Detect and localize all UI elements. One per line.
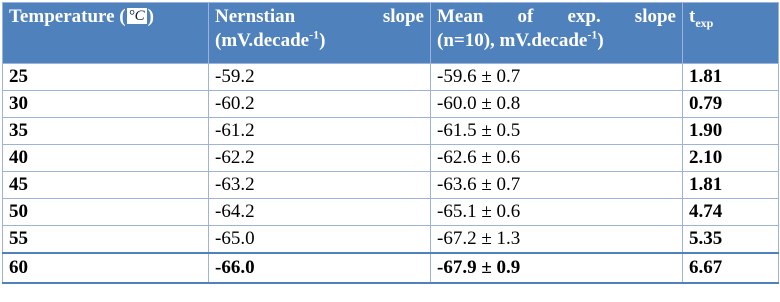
cell-mean-exp-slope: -60.0 ± 0.8 (431, 91, 683, 118)
cell-texp: 1.90 (683, 118, 779, 145)
header-nernstian-word2: slope (382, 6, 424, 27)
header-texp (683, 3, 779, 64)
header-mean-line2 (437, 29, 676, 53)
cell-nernstian-slope: -61.2 (209, 118, 431, 145)
cell-mean-exp-slope: -59.6 ± 0.7 (431, 64, 683, 91)
cell-nernstian-slope: -62.2 (209, 145, 431, 172)
header-mean-sup: -1 (587, 27, 598, 42)
header-nernstian-unit: (mV.decade (215, 30, 310, 51)
header-nernstian-slope (209, 3, 431, 64)
header-temperature-label: Temperature ( (9, 6, 126, 27)
table-row (3, 172, 779, 199)
cell-mean-exp-slope: -65.1 ± 0.6 (431, 199, 683, 226)
table-row (3, 91, 779, 118)
cell-nernstian-slope: -64.2 (209, 199, 431, 226)
cell-texp: 0.79 (683, 91, 779, 118)
header-nernstian-close: ) (319, 30, 326, 51)
table-row (3, 118, 779, 145)
cell-mean-exp-slope: -61.5 ± 0.5 (431, 118, 683, 145)
header-temperature-unit: °C (128, 8, 145, 24)
cell-nernstian-slope: -63.2 (209, 172, 431, 199)
header-nernstian-line1 (215, 5, 424, 29)
table-body (3, 64, 779, 284)
cell-texp: 2.10 (683, 145, 779, 172)
table-row (3, 226, 779, 254)
header-mean-word1: Mean (437, 6, 484, 27)
cell-texp: 1.81 (683, 64, 779, 91)
header-nernstian-word1: Nernstian (215, 6, 296, 27)
cell-texp: 1.81 (683, 172, 779, 199)
cell-texp: 5.35 (683, 226, 779, 254)
header-row (3, 3, 779, 64)
header-nernstian-sup: -1 (309, 27, 320, 42)
table-header (3, 3, 779, 64)
cell-mean-exp-slope: -62.6 ± 0.6 (431, 145, 683, 172)
cell-nernstian-slope: -65.0 (209, 226, 431, 254)
cell-nernstian-slope: -59.2 (209, 64, 431, 91)
cell-temperature: 40 (3, 145, 209, 172)
table-row (3, 253, 779, 283)
cell-texp: 6.67 (683, 253, 779, 283)
header-mean-line1 (437, 5, 676, 29)
header-mean-word3: exp. (567, 6, 601, 27)
cell-temperature: 35 (3, 118, 209, 145)
header-mean-word4: slope (634, 6, 676, 27)
header-temperature (3, 3, 209, 64)
table-row (3, 199, 779, 226)
cell-temperature: 30 (3, 91, 209, 118)
table-row (3, 145, 779, 172)
header-mean-exp-slope (431, 3, 683, 64)
cell-temperature: 50 (3, 199, 209, 226)
header-texp-label: t (689, 6, 696, 27)
cell-texp: 4.74 (683, 199, 779, 226)
header-texp-sub: exp (695, 15, 714, 30)
cell-nernstian-slope: -60.2 (209, 91, 431, 118)
data-table (2, 2, 779, 284)
cell-mean-exp-slope: -67.9 ± 0.9 (431, 253, 683, 283)
header-nernstian-line2 (215, 29, 424, 53)
header-mean-word2: of (517, 6, 534, 27)
header-temperature-close: ) (147, 6, 154, 27)
cell-temperature: 25 (3, 64, 209, 91)
header-mean-close: ) (597, 30, 604, 51)
cell-temperature: 45 (3, 172, 209, 199)
cell-nernstian-slope: -66.0 (209, 253, 431, 283)
table-row (3, 64, 779, 91)
header-mean-unit: (n=10), mV.decade (437, 30, 588, 51)
cell-mean-exp-slope: -63.6 ± 0.7 (431, 172, 683, 199)
cell-mean-exp-slope: -67.2 ± 1.3 (431, 226, 683, 254)
cell-temperature: 55 (3, 226, 209, 254)
cell-temperature: 60 (3, 253, 209, 283)
